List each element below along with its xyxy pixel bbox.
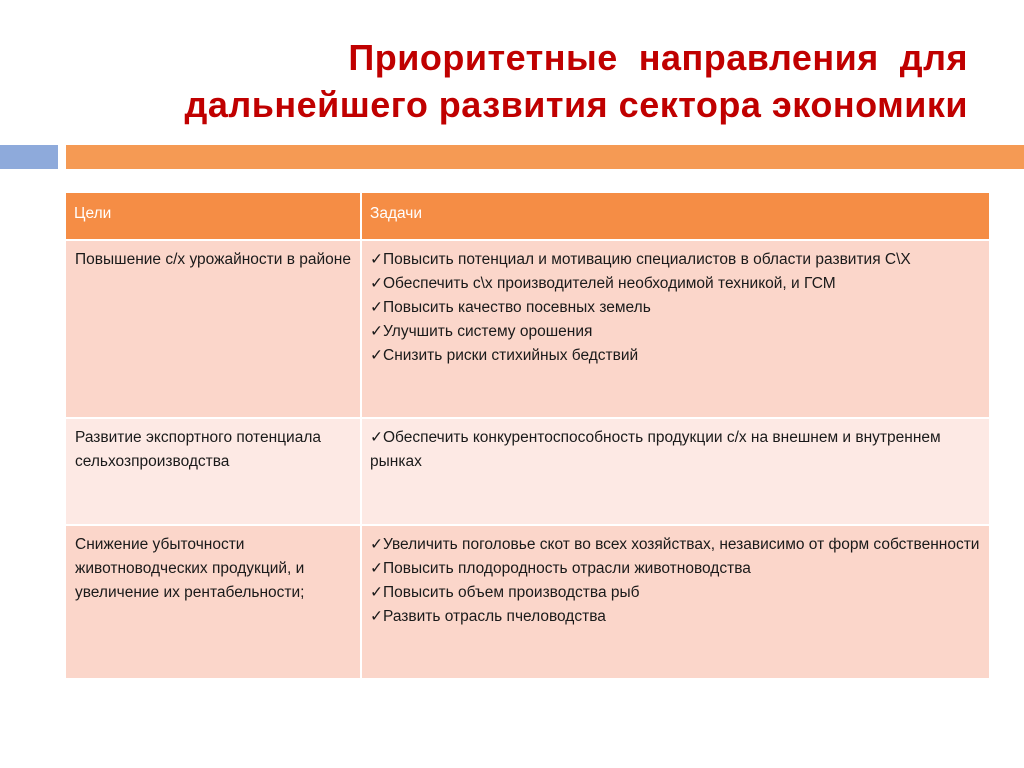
task-text: Повысить плодородность отрасли животноводства — [383, 560, 751, 577]
check-icon: ✓ — [370, 323, 383, 340]
goal-cell: Снижение убыточности животноводческих продукций, и увеличение их рентабельности; — [65, 525, 361, 679]
accent-bar-orange — [66, 145, 1024, 169]
table-header-row — [65, 192, 990, 240]
slide-title — [68, 34, 968, 128]
accent-bar-blue — [0, 145, 58, 169]
task-text: Повысить потенциал и мотивацию специалистов в области развития С\Х — [383, 251, 911, 268]
task-text: Улучшить систему орошения — [383, 323, 593, 340]
check-icon: ✓ — [370, 275, 383, 292]
goal-cell: Развитие экспортного потенциала сельхозпроизводства — [65, 418, 361, 525]
check-icon: ✓ — [370, 251, 383, 268]
task-list — [370, 248, 981, 368]
check-icon: ✓ — [370, 560, 383, 577]
tasks-cell — [361, 240, 990, 418]
task-item — [370, 248, 981, 272]
task-text: Снизить риски стихийных бедствий — [383, 347, 639, 364]
table-row — [65, 525, 990, 679]
task-item — [370, 426, 981, 474]
slide-title-line-1: Приоритетные направления для — [348, 37, 968, 78]
table-row — [65, 418, 990, 525]
task-text: Обеспечить конкурентоспособность продукции с/х на внешнем и внутреннем рынках — [370, 429, 941, 470]
slide-title-line-2: дальнейшего развития сектора экономики — [184, 84, 968, 125]
task-item — [370, 344, 981, 368]
check-icon: ✓ — [370, 299, 383, 316]
check-icon: ✓ — [370, 347, 383, 364]
task-item — [370, 605, 981, 629]
task-item — [370, 272, 981, 296]
check-icon: ✓ — [370, 429, 383, 446]
check-icon: ✓ — [370, 536, 383, 553]
task-item — [370, 581, 981, 605]
tasks-cell — [361, 418, 990, 525]
check-icon: ✓ — [370, 608, 383, 625]
task-list — [370, 426, 981, 474]
task-text: Повысить качество посевных земель — [383, 299, 651, 316]
priorities-table — [64, 191, 991, 680]
task-text: Повысить объем производства рыб — [383, 584, 640, 601]
goal-cell: Повышение с/х урожайности в районе — [65, 240, 361, 418]
task-text: Увеличить поголовье скот во всех хозяйствах, независимо от форм собственности — [383, 536, 980, 553]
check-icon: ✓ — [370, 584, 383, 601]
task-item — [370, 296, 981, 320]
task-text: Развить отрасль пчеловодства — [383, 608, 606, 625]
task-list — [370, 533, 981, 629]
task-text: Обеспечить с\х производителей необходимой техникой, и ГСМ — [383, 275, 836, 292]
task-item — [370, 320, 981, 344]
task-item — [370, 533, 981, 557]
header-goals: Цели — [65, 192, 361, 240]
table-row — [65, 240, 990, 418]
task-item — [370, 557, 981, 581]
header-tasks: Задачи — [361, 192, 990, 240]
tasks-cell — [361, 525, 990, 679]
